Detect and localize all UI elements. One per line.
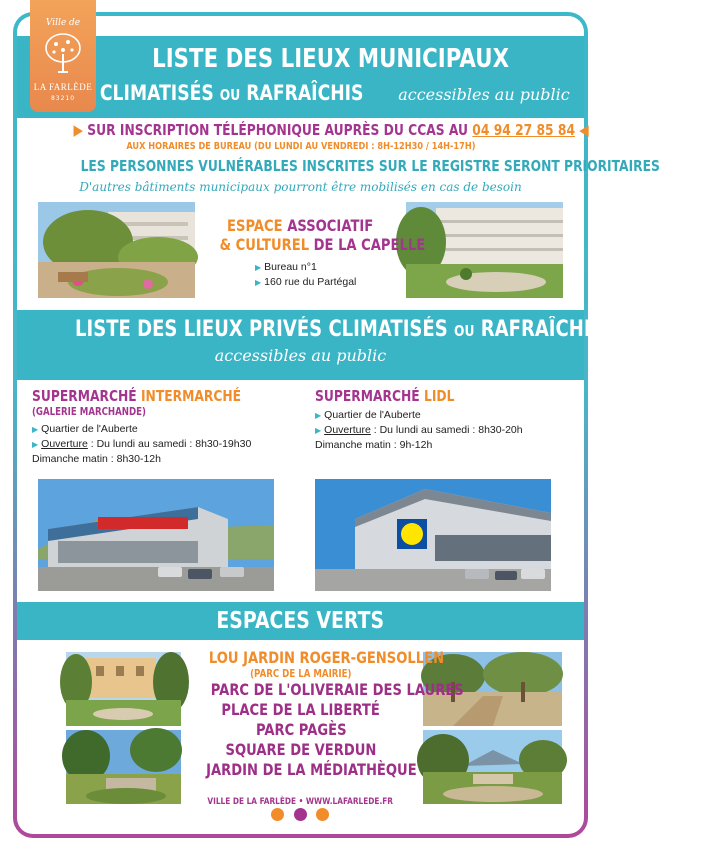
intermarche-sub: (GALERIE MARCHANDE) [32, 406, 146, 418]
municipal-title-ou: OU [220, 86, 241, 104]
park-parc-mairie: (PARC DE LA MAIRIE) [250, 668, 352, 680]
park-oliveraie: PARC DE L'OLIVERAIE DES LAURES [210, 680, 464, 699]
lidl-name: LIDL [423, 387, 455, 405]
messenger-icon[interactable] [316, 808, 329, 821]
inscription-text: SUR INSCRIPTION TÉLÉPHONIQUE AUPRÈS DU CCAS AU [87, 121, 469, 139]
venue-name-culturel: & CULTUREL [219, 235, 310, 254]
park-roger-gensollen: LOU JARDIN ROGER-GENSOLLEN [208, 648, 445, 667]
private-title-ou: OU [454, 322, 475, 340]
venue-name-associatif: ASSOCIATIF [287, 216, 374, 235]
park-mediatheque: JARDIN DE LA MÉDIATHÈQUE [206, 760, 417, 779]
bullet-triangle-icon: ▶ [255, 278, 262, 287]
photo-capelle-garden [38, 202, 195, 298]
private-title: LISTE DES LIEUX PRIVÉS CLIMATISÉS [75, 317, 448, 342]
list-item: ▶ Bureau n°1 [255, 261, 317, 273]
ccas-phone[interactable]: 04 94 27 85 84 [472, 121, 576, 139]
lidl-name-prefix: SUPERMARCHÉ [315, 387, 420, 405]
page-inner [17, 16, 660, 834]
green-header-band [17, 602, 584, 640]
photo-lidl [315, 479, 551, 591]
office-hours: AUX HORAIRES DE BUREAU (DU LUNDI AU VENDREDI : 8H-12H30 / 14H-17H) [125, 141, 476, 152]
photo-jardin-mairie [66, 652, 181, 726]
lidl-opening: ▶ Ouverture : Du lundi au samedi : 8h30-20h [315, 424, 523, 436]
page-frame [13, 12, 660, 838]
green-title: ESPACES VERTS [216, 608, 385, 634]
municipal-header-band [17, 36, 584, 118]
photo-square [66, 730, 181, 804]
lidl-district: ▶ Quartier de l'Auberte [315, 409, 421, 421]
intermarche-name-prefix: SUPERMARCHÉ [32, 387, 137, 405]
bullet-triangle-icon: ▶ [315, 411, 322, 420]
intermarche-opening: ▶ Ouverture : Du lundi au samedi : 8h30-19h30 [32, 438, 252, 450]
la-farlede-logo: Ville de LA FARLÈDE 83210 [30, 0, 96, 112]
social-icons [0, 806, 600, 825]
intermarche-sunday: Dimanche matin : 8h30-12h [32, 453, 161, 465]
list-item: ▶ 160 rue du Partégal [255, 276, 357, 288]
bullet-triangle-icon: ▶ [255, 263, 262, 272]
municipal-subtitle-script: accessibles au public [398, 85, 570, 104]
tree-icon [44, 32, 82, 74]
facebook-icon[interactable] [271, 808, 284, 821]
lidl-sunday: Dimanche matin : 9h-12h [315, 439, 433, 451]
arrow-right-icon: ▶ [73, 121, 84, 139]
bullet-triangle-icon: ▶ [32, 440, 39, 449]
private-header-band [17, 310, 604, 380]
photo-capelle-building [406, 202, 563, 298]
private-title-rafraichis: RAFRAÎCHIS [480, 317, 604, 342]
park-pages: PARC PAGÈS [255, 720, 347, 739]
private-subtitle-script: accessibles au public [214, 346, 387, 365]
bullet-triangle-icon: ▶ [315, 426, 322, 435]
arrow-left-icon: ◀ [579, 121, 589, 139]
municipal-title-climatises: CLIMATISÉS [100, 81, 215, 105]
photo-mediatheque [423, 730, 562, 804]
photo-intermarche [38, 479, 274, 591]
park-place-liberte: PLACE DE LA LIBERTÉ [221, 700, 381, 719]
other-buildings-note: D'autres bâtiments municipaux pourront être mobilisés en cas de besoin [79, 180, 522, 194]
priority-text: LES PERSONNES VULNÉRABLES INSCRITES SUR LE REGISTRE SERONT PRIORITAIRES [80, 157, 660, 175]
intermarche-name: INTERMARCHÉ [140, 387, 242, 405]
bullet-triangle-icon: ▶ [32, 425, 39, 434]
venue-name-capelle: DE LA CAPELLE [313, 235, 426, 254]
instagram-icon[interactable] [294, 808, 307, 821]
venue-name-espace: ESPACE [226, 216, 283, 235]
footer-website[interactable]: VILLE DE LA FARLÈDE • WWW.LAFARLEDE.FR [207, 797, 394, 807]
intermarche-district: ▶ Quartier de l'Auberte [32, 423, 138, 435]
municipal-title-rafraichis: RAFRAÎCHIS [246, 81, 364, 105]
park-square-verdun: SQUARE DE VERDUN [225, 740, 377, 759]
municipal-title: LISTE DES LIEUX MUNICIPAUX [152, 44, 509, 74]
